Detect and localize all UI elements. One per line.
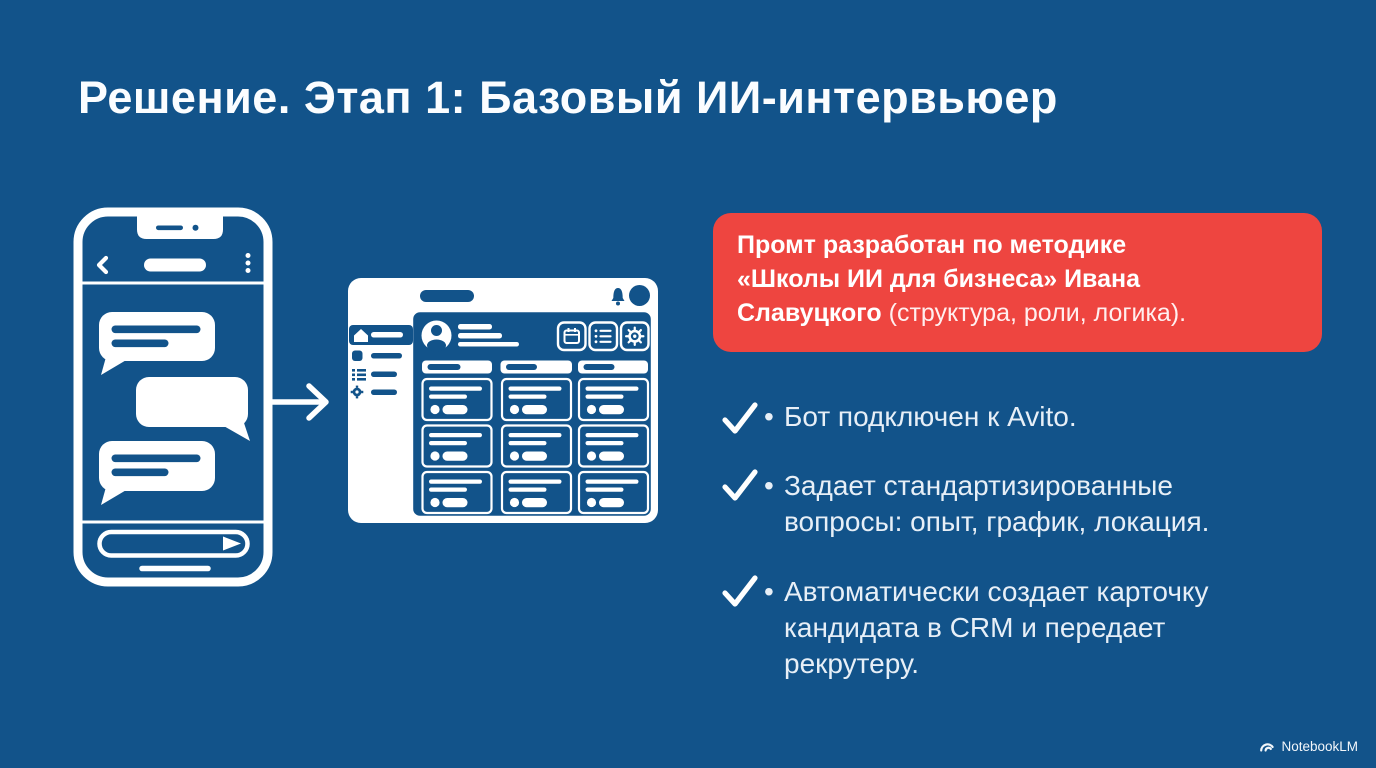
checkmark-icon <box>718 463 762 507</box>
checklist-icon <box>595 329 611 343</box>
bullet-dot: • <box>764 470 774 501</box>
bullet-text: Бот подключен к Avito. <box>784 401 1077 432</box>
notebooklm-logo-icon <box>1258 738 1276 754</box>
bullet-item <box>764 399 1077 435</box>
branding-label: NotebookLM <box>1281 738 1358 754</box>
phone-chat-illustration <box>72 205 274 589</box>
callout-line: «Школы ИИ для бизнеса» Ивана <box>737 265 1140 293</box>
crm-dashboard-illustration <box>342 274 664 526</box>
checkmark-icon <box>718 396 762 440</box>
bullet-dot: • <box>764 576 774 607</box>
chat-header-icon <box>82 253 264 283</box>
callout-line: Промт разработан по методике <box>737 231 1127 259</box>
callout-line: Славуцкого (структура, роли, логика). <box>737 299 1187 327</box>
bullet-text: Автоматически создает карточку кандидата в CRM и передает рекрутеру. <box>784 576 1209 679</box>
slide-title: Решение. Этап 1: Базовый ИИ-интервьюер <box>78 72 1058 123</box>
chat-bubble-right-icon <box>136 377 250 441</box>
bullet-item <box>764 468 1254 540</box>
crm-column-headers <box>422 361 648 374</box>
checkmark-icon <box>718 569 762 613</box>
right-arrow-icon <box>264 376 344 428</box>
branding-watermark <box>1258 738 1358 754</box>
chat-input-icon <box>82 522 264 569</box>
methodology-callout <box>713 213 1322 352</box>
gear-icon <box>626 328 643 345</box>
bullet-text: Задает стандартизированные вопросы: опыт, график, локация. <box>784 470 1210 537</box>
bullet-dot: • <box>764 401 774 432</box>
bullet-item <box>764 574 1289 682</box>
chat-bubble-left-icon <box>99 312 215 375</box>
chat-bubble-left-icon <box>99 441 215 505</box>
